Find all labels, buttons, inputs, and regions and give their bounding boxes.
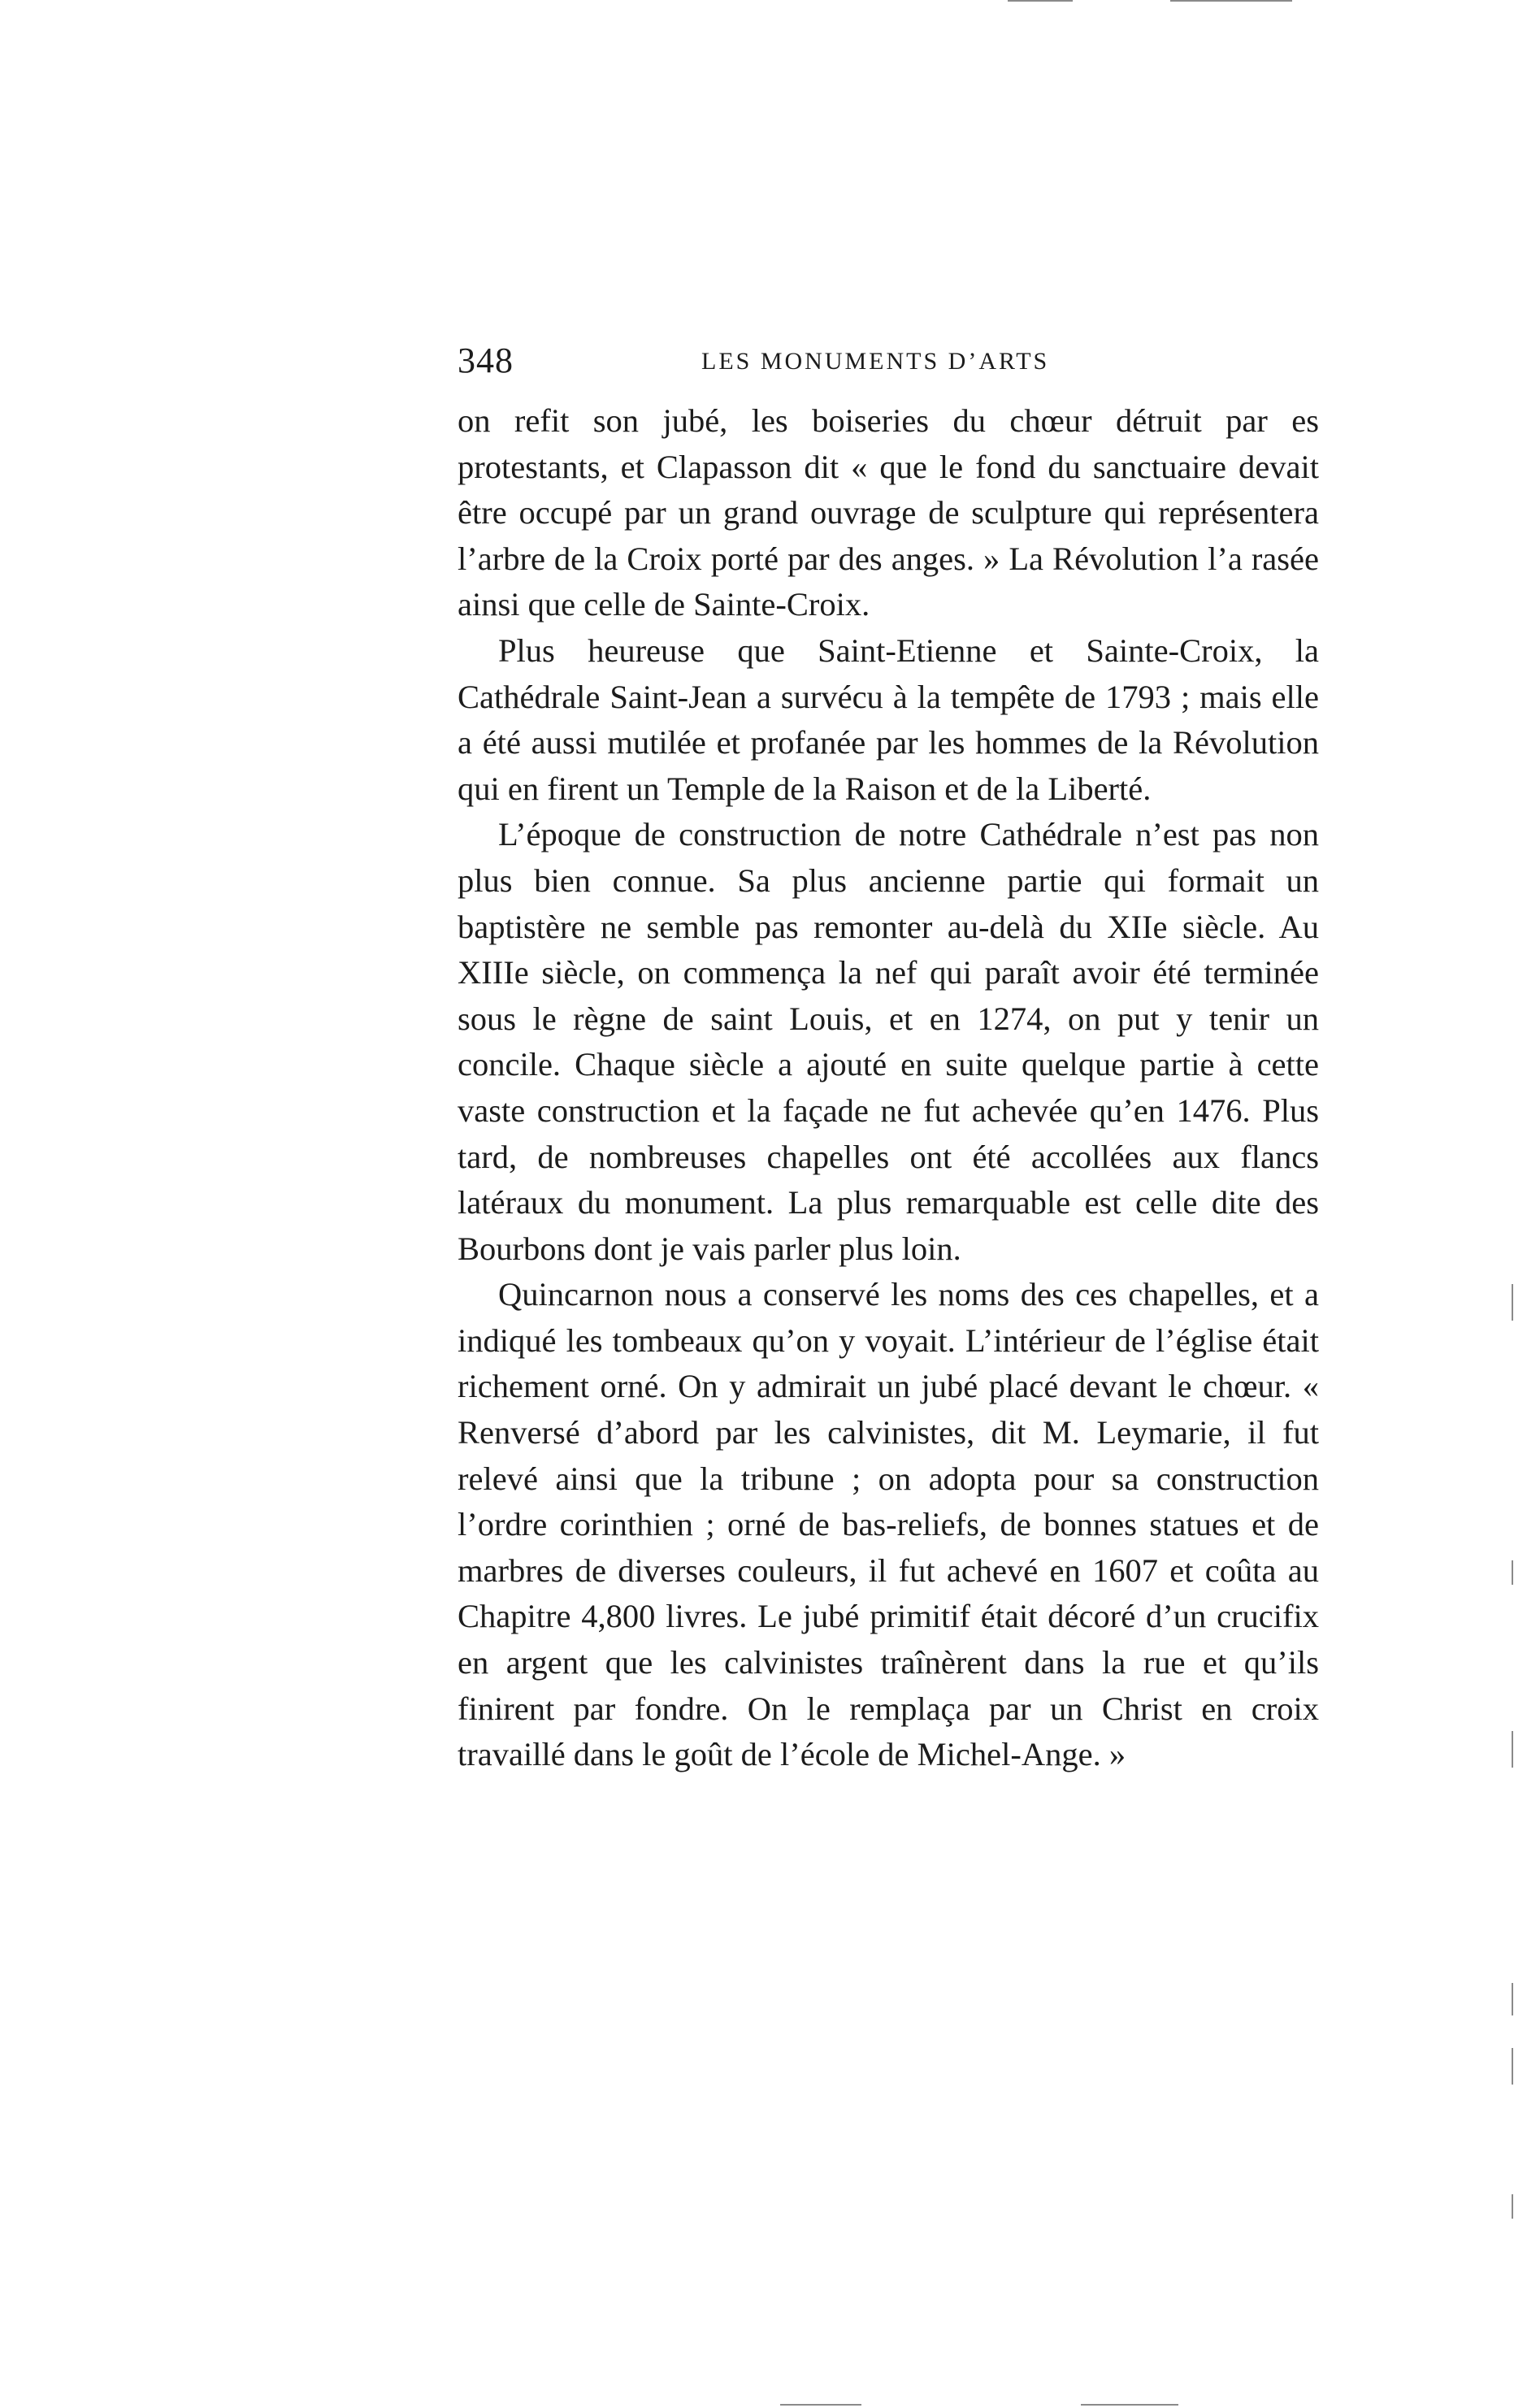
paragraph: Plus heureuse que Saint-Etienne et Sainte-Croix, la Cathédrale Saint-Jean a survécu à la tempête de 1793 ; mais elle a été aussi mutilée et profanée par les hommes de la Révolution qui en firent un Temple de la Raison et de la Liberté.: [458, 631, 1319, 807]
scan-artifact: [1008, 0, 1073, 2]
body-text: [458, 398, 1319, 1778]
page-number: 348: [458, 341, 514, 380]
paragraph: Quincarnon nous a conservé les noms des ces chapelles, et a indiqué les tombeaux qu’on y voyait. L’intérieur de l’église était richement orné. On y admirait un jubé placé devant le chœur. « Renversé d’abord par les calvinistes, dit M. Leymarie, il fut relevé ainsi que la tribune ; on adopta pour sa construction l’ordre corinthien ; orné de bas-reliefs, de bonnes statues et de marbres de diverses couleurs, il fut achevé en 1607 et coûta au Chapitre 4,800 livres. Le jubé primitif était décoré d’un crucifix en argent que les calvinistes traînèrent dans la rue et qu’ils finirent par fondre. On le remplaça par un Christ en croix travaillé dans le goût de l’école de Michel-Ange. »: [458, 1276, 1319, 1773]
scan-artifact: [1081, 2404, 1178, 2406]
paragraph: on refit son jubé, les boiseries du chœur détruit par es protestants, et Clapasson dit « que le fond du sanctuaire devait être occupé par un grand ouvrage de sculpture qui représentera l’arbre de la Croix porté par des anges. » La Révolution l’a rasée ainsi que celle de Sainte-Croix.: [458, 402, 1319, 623]
scan-artifact: [1512, 2194, 1513, 2219]
scan-artifact: [780, 2404, 861, 2406]
paragraph: L’époque de construction de notre Cathédrale n’est pas non plus bien connue. Sa plus ancienne partie qui formait un baptistère ne semble pas remonter au-delà du XIIe siècle. Au XIIIe siècle, on commença la nef qui paraît avoir été terminée sous le règne de saint Louis, et en 1274, on put y tenir un concile. Chaque siècle a ajouté en suite quelque partie à cette vaste construction et la façade ne fut achevée qu’en 1476. Plus tard, de nombreuses chapelles ont été accollées aux flancs latéraux du monument. La plus remarquable est celle dite des Bourbons dont je vais parler plus loin.: [458, 816, 1319, 1267]
scan-artifact: [1512, 1983, 1513, 2015]
scan-artifact: [1170, 0, 1292, 2]
page-header: [458, 340, 1319, 388]
scan-artifact: [1512, 1560, 1513, 1585]
scan-artifact: [1512, 1731, 1513, 1768]
scan-artifact: [1512, 2048, 1513, 2085]
running-title: LES MONUMENTS D’ARTS: [701, 348, 1050, 375]
scan-artifact: [1512, 1284, 1513, 1321]
